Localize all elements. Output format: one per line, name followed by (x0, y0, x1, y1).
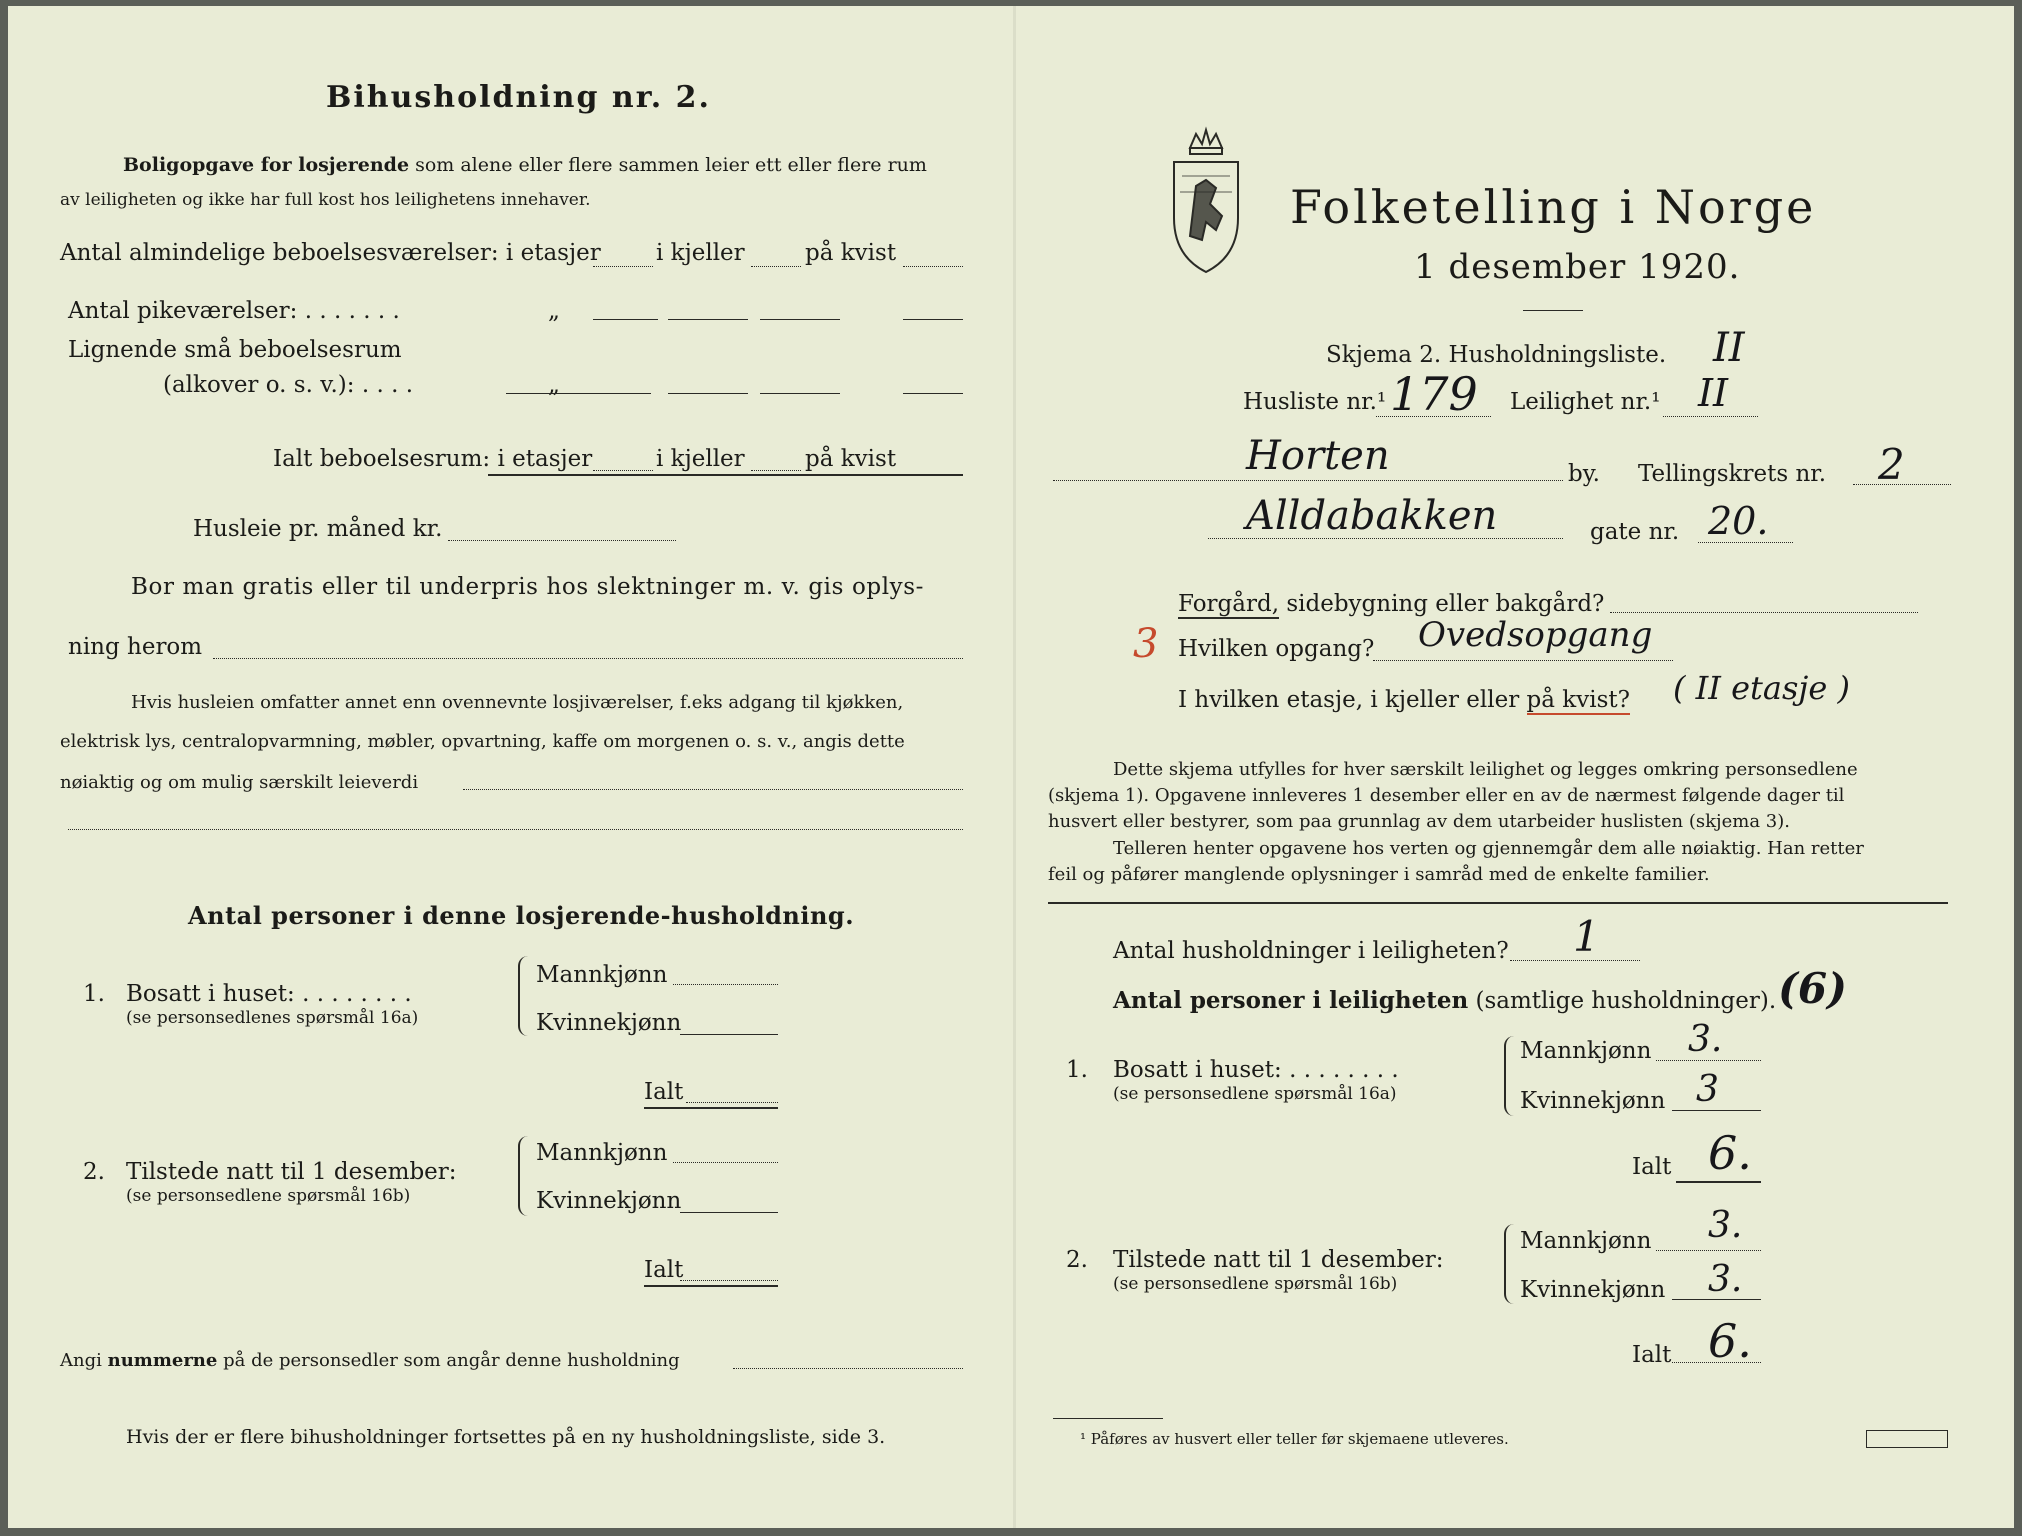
ditto-mark-2: „ (548, 372, 560, 398)
hvis-line3: nøiaktig og om mulig særskilt leieverdi (60, 772, 419, 793)
husliste-field[interactable] (1376, 416, 1491, 417)
left-antal-personer-heading: Antal personer i denne losjerende-husholdning. (188, 901, 855, 930)
tellingskrets-hw: 2 (1878, 440, 1905, 489)
left-tilstede-label: Tilstede natt til 1 desember: (126, 1159, 457, 1185)
page-fold (1013, 6, 1016, 1528)
pike-kvist-field[interactable] (760, 319, 840, 320)
teller-line1: Telleren henter opgavene hos verten og gjennemgår dem alle nøiaktig. Han retter (1113, 838, 1864, 859)
left-tilstede-brace (518, 1136, 530, 1216)
title-divider (1523, 310, 1583, 311)
leieverdi-field[interactable] (463, 789, 963, 790)
left-ialt-rule-1 (644, 1107, 778, 1109)
left-mann-label-2: Mannkjønn (536, 1140, 668, 1166)
right-ialt-hw-2: 6. (1708, 1314, 1752, 1368)
etasje-hw: ( II etasje ) (1673, 669, 1850, 707)
antal-hush-label: Antal husholdninger i leiligheten? (1113, 938, 1509, 964)
census-date: 1 desember 1920. (1414, 247, 1741, 287)
right-tilstede-brace (1504, 1224, 1516, 1304)
hvis-line1: Hvis husleien omfatter annet enn ovennevnte losjiværelser, f.eks adgang til kjøkken, (131, 692, 904, 713)
lignende-extra-field[interactable] (903, 393, 963, 394)
right-mann-label-2: Mannkjønn (1520, 1228, 1652, 1254)
antal-alm-label: Antal almindelige beboelsesværelser: i etasjer (60, 240, 601, 266)
left-mann-field-2[interactable] (673, 1162, 778, 1163)
left-bosatt-label: Bosatt i huset: . . . . . . . . (126, 981, 412, 1007)
right-kvinne-hw-2: 3. (1708, 1259, 1743, 1300)
right-kvinne-label-2: Kvinnekjønn (1520, 1277, 1666, 1303)
gate-field[interactable] (1698, 542, 1793, 543)
bor-field[interactable] (213, 658, 963, 659)
dette-line3: husvert eller bestyrer, som paa grunnlag av dem utarbeider huslisten (skjema 3). (1048, 811, 1790, 832)
left-ialt-label-1: Ialt (644, 1079, 684, 1105)
antal-hush-hw: 1 (1573, 912, 1600, 961)
skjema-label: Skjema 2. Husholdningsliste. (1326, 342, 1667, 368)
teller-line2: feil og påfører manglende oplysninger i samråd med de enkelte familier. (1048, 864, 1710, 885)
bor-line2: ning herom (68, 634, 203, 660)
etasje-line: I hvilken etasje, i kjeller eller på kvist? (1178, 687, 1630, 713)
kjeller-field[interactable] (751, 266, 801, 267)
norway-coat-of-arms-icon (1166, 126, 1246, 276)
left-item-1-number: 1. (83, 981, 105, 1007)
right-item-2-number: 2. (1066, 1247, 1088, 1273)
right-mann-hw-1: 3. (1688, 1019, 1723, 1060)
ialt-kjeller-label: i kjeller (656, 446, 745, 472)
dette-line1: Dette skjema utfylles for hver særskilt leilighet og legges omkring personsedlene (1113, 759, 1858, 780)
right-ialt-field-2[interactable] (1672, 1362, 1761, 1363)
pike-kjeller-field[interactable] (668, 319, 748, 320)
printer-stamp (1866, 1430, 1948, 1448)
husliste-hw: 179 (1390, 367, 1478, 421)
right-mann-label-1: Mannkjønn (1520, 1038, 1652, 1064)
left-ialt-field-2[interactable] (680, 1280, 778, 1281)
etasjer-field[interactable] (593, 266, 653, 267)
ialt-etasjer-field[interactable] (593, 470, 653, 471)
right-ialt-hw-1: 6. (1708, 1126, 1752, 1180)
ialt-kjeller-field[interactable] (751, 470, 801, 471)
footnote-rule (1053, 1418, 1163, 1419)
right-bosatt-sub: (se personsedlene spørsmål 16a) (1113, 1084, 1397, 1104)
left-tilstede-sub: (se personsedlene spørsmål 16b) (126, 1186, 411, 1206)
hvis-line2: elektrisk lys, centralopvarmning, møbler, opvartning, kaffe om morgenen o. s. v., angis dette (60, 731, 905, 752)
leilighet-hw: II (1698, 371, 1729, 415)
ialt-rum-rule (488, 474, 963, 476)
kvist-field[interactable] (903, 266, 963, 267)
husleie-field[interactable] (448, 540, 676, 541)
lignende-kjeller-field[interactable] (668, 393, 748, 394)
ditto-mark-1: „ (548, 298, 560, 324)
left-intro-line1: Boligopgave for losjerende som alene eller flere sammen leier ett eller flere rum (123, 154, 927, 176)
right-title: Folketelling i Norge (1290, 180, 1817, 234)
opgang-hw: Ovedsopgang (1418, 615, 1653, 655)
husleie-label: Husleie pr. måned kr. (193, 516, 443, 542)
left-mann-label-1: Mannkjønn (536, 962, 668, 988)
antal-hush-field[interactable] (1510, 960, 1640, 961)
skjema-hw: II (1713, 325, 1745, 371)
kvist-label: på kvist (805, 240, 897, 266)
forgard-line: Forgård, sidebygning eller bakgård? (1178, 591, 1605, 617)
angi-field[interactable] (733, 1368, 963, 1369)
forgard-field[interactable] (1610, 612, 1918, 613)
left-kvinne-field-1[interactable] (680, 1034, 778, 1035)
left-kvinne-label-1: Kvinnekjønn (536, 1010, 682, 1036)
ialt-kvist-label: på kvist (805, 446, 897, 472)
leieverdi-field-2[interactable] (68, 829, 963, 830)
pike-extra-field[interactable] (903, 319, 963, 320)
gate-hw: 20. (1708, 499, 1769, 543)
right-tilstede-sub: (se personsedlene spørsmål 16b) (1113, 1274, 1398, 1294)
kjeller-label: i kjeller (656, 240, 745, 266)
right-mann-hw-2: 3. (1708, 1205, 1743, 1246)
opgang-field[interactable] (1373, 660, 1673, 661)
opgang-label: Hvilken opgang? (1178, 636, 1375, 662)
right-ialt-rule-1 (1676, 1181, 1761, 1183)
left-bosatt-sub: (se personsedlenes spørsmål 16a) (126, 1008, 419, 1028)
antal-pers-line: Antal personer i leiligheten (samtlige husholdninger). (1113, 987, 1777, 1014)
right-section-rule (1048, 902, 1948, 904)
right-kvinne-field-1[interactable] (1672, 1110, 1761, 1111)
by-label: by. (1568, 461, 1600, 487)
right-mann-field-2[interactable] (1656, 1250, 1761, 1251)
tellingskrets-field[interactable] (1853, 484, 1951, 485)
angi-line: Angi nummerne på de personsedler som angår denne husholdning (60, 1350, 680, 1371)
lignende-kvist-field[interactable] (760, 393, 840, 394)
right-kvinne-label-1: Kvinnekjønn (1520, 1088, 1666, 1114)
left-intro-line2: av leiligheten og ikke har full kost hos leilighetens innehaver. (60, 190, 591, 210)
left-footer: Hvis der er flere bihusholdninger fortsettes på en ny husholdningsliste, side 3. (126, 1426, 886, 1448)
tellingskrets-label: Tellingskrets nr. (1638, 461, 1827, 487)
margin-hw: 3 (1133, 621, 1159, 667)
lignende-label-2: (alkover o. s. v.): . . . . (163, 372, 414, 398)
husliste-label: Husliste nr.¹ (1243, 389, 1387, 415)
right-ialt-label-1: Ialt (1632, 1154, 1672, 1180)
dette-line2: (skjema 1). Opgavene innleveres 1 desember eller en av de nærmest følgende dager til (1048, 785, 1845, 806)
street-hw: Alldabakken (1246, 493, 1498, 539)
leilighet-label: Leilighet nr.¹ (1510, 389, 1661, 415)
right-bosatt-brace (1504, 1036, 1516, 1116)
right-bosatt-label: Bosatt i huset: . . . . . . . . (1113, 1057, 1399, 1083)
footnote: ¹ Påføres av husvert eller teller før skjemaene utleveres. (1080, 1430, 1509, 1448)
left-title: Bihusholdning nr. 2. (326, 80, 711, 115)
census-form-sheet (8, 6, 2014, 1528)
ialt-rum-label: Ialt beboelsesrum: i etasjer (273, 446, 593, 472)
left-bosatt-brace (518, 956, 530, 1036)
leilighet-field[interactable] (1663, 416, 1758, 417)
right-item-1-number: 1. (1066, 1057, 1088, 1083)
city-field[interactable] (1053, 480, 1563, 481)
left-ialt-label-2: Ialt (644, 1257, 684, 1283)
left-kvinne-label-2: Kvinnekjønn (536, 1188, 682, 1214)
antal-pers-hw: (6) (1778, 964, 1847, 1013)
bor-line1: Bor man gratis eller til underpris hos slektninger m. v. gis oplys- (131, 574, 925, 600)
lignende-label-1: Lignende små beboelsesrum (68, 337, 402, 363)
left-kvinne-field-2[interactable] (680, 1212, 778, 1213)
right-mann-field-1[interactable] (1656, 1060, 1761, 1061)
pike-etasjer-field[interactable] (593, 319, 658, 320)
left-item-2-number: 2. (83, 1159, 105, 1185)
right-tilstede-label: Tilstede natt til 1 desember: (1113, 1247, 1444, 1273)
right-kvinne-hw-1: 3 (1696, 1069, 1719, 1110)
lignende-etasjer-field[interactable] (506, 393, 651, 394)
street-field[interactable] (1208, 538, 1563, 539)
gate-label: gate nr. (1590, 519, 1680, 545)
city-hw: Horten (1246, 433, 1390, 479)
right-ialt-label-2: Ialt (1632, 1342, 1672, 1368)
left-ialt-rule-2 (644, 1285, 778, 1287)
right-kvinne-field-2[interactable] (1672, 1299, 1761, 1300)
pike-label: Antal pikeværelser: . . . . . . . (68, 298, 400, 324)
left-ialt-field-1[interactable] (686, 1102, 778, 1103)
left-mann-field-1[interactable] (673, 984, 778, 985)
